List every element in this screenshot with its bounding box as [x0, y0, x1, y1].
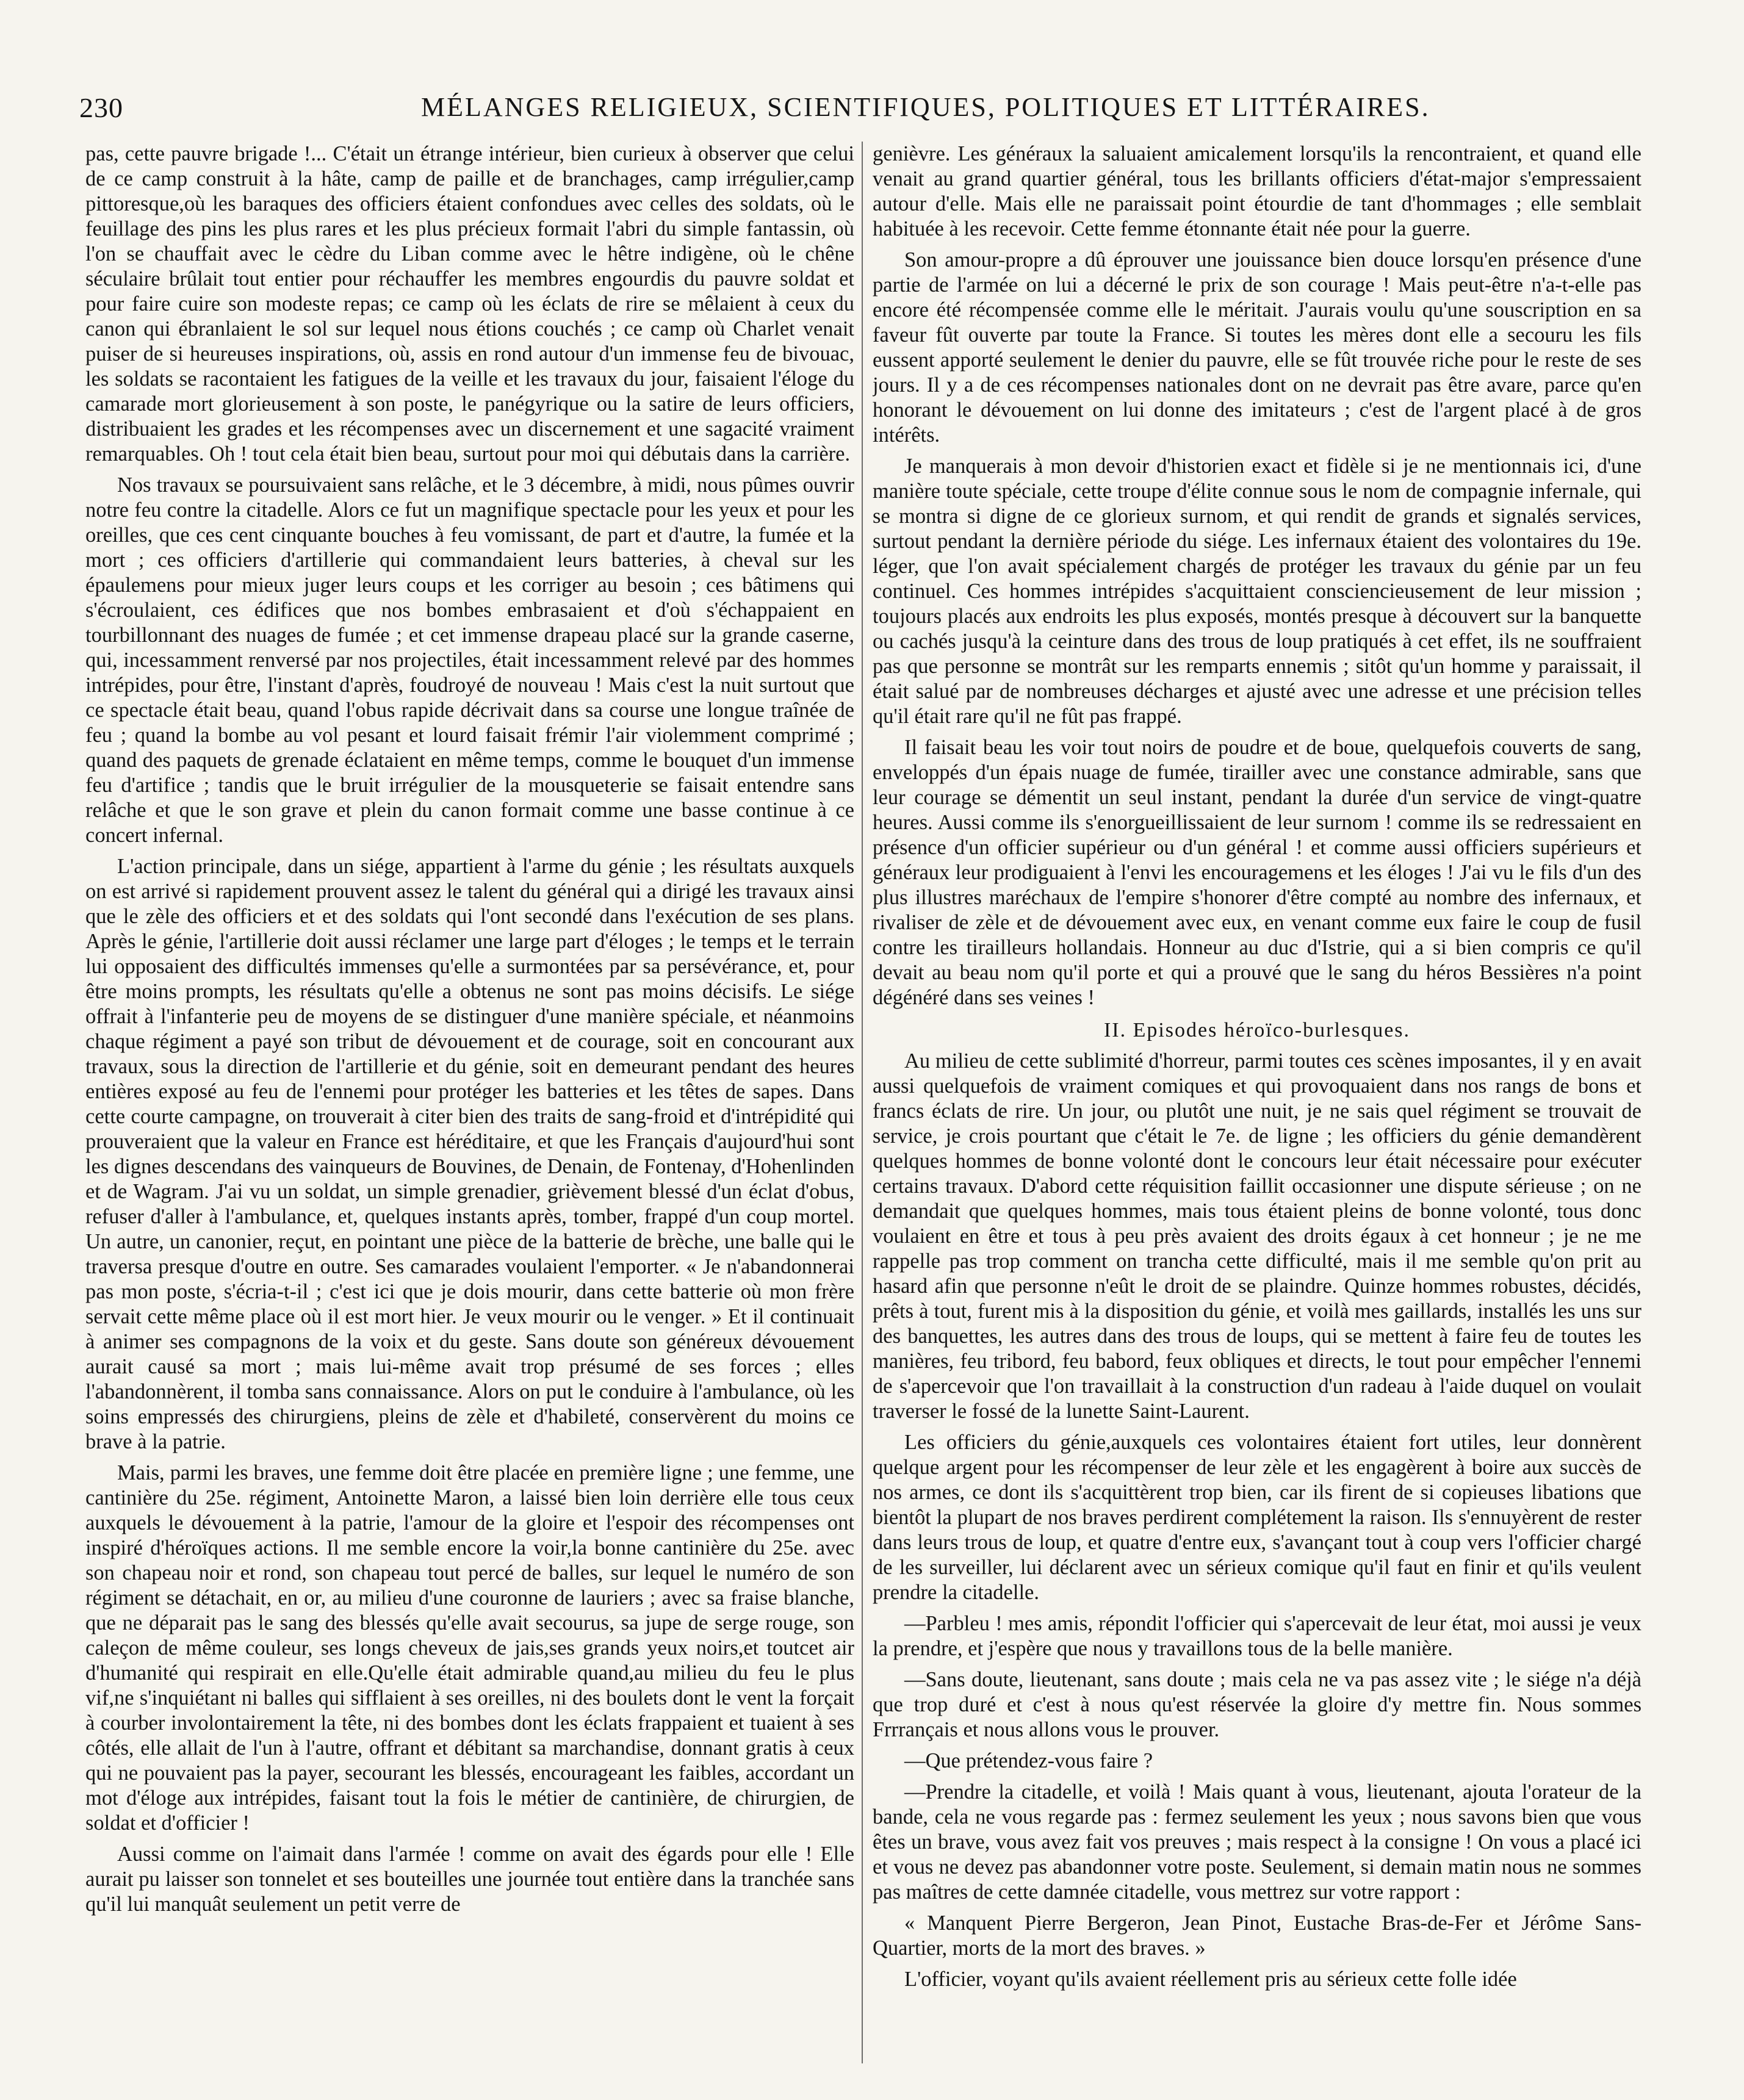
paragraph: Les officiers du génie,auxquels ces volontaires étaient fort utiles, leur donnèrent quelque argent pour les récompenser de leur zèle et les engagèrent à boire aux succès de nos armes, ce dont ils s'acquittèrent trop bien, car ils firent de si copieuses libations que bientôt la plupart de nos braves perdirent complétement la raison. Ils s'ennuyèrent de rester dans leurs trous de loup, et quatre d'entre eux, s'avançant tout à coup vers l'officier chargé de les surveiller, lui déclarent avec un sérieux comique qu'il faut en finir et qu'ils veulent prendre la citadelle. — [873, 1431, 1641, 1604]
paragraph: genièvre. Les généraux la saluaient amicalement lorsqu'ils la rencontraient, et quand elle venait au grand quartier général, tous les brillants officiers d'état-major s'empressaient autour d'elle. Mais elle ne paraissait point étourdie de tant d'hommages ; elle semblait habituée à les recevoir. Cette femme étonnante était née pour la guerre. — [873, 142, 1641, 240]
left-column — [85, 142, 854, 2088]
paragraph: « Manquent Pierre Bergeron, Jean Pinot, Eustache Bras-de-Fer et Jérôme Sans-Quartier, morts de la mort des braves. » — [873, 1911, 1641, 1960]
paragraph: Son amour-propre a dû éprouver une jouissance bien douce lorsqu'en présence d'une partie de l'armée on lui a décerné le prix de son courage ! Mais peut-être n'a-t-elle pas encore été récompensée comme elle le méritait. J'aurais voulu qu'une souscription en sa faveur fût ouverte par toute la France. Si toutes les mères dont elle a secouru les fils eussent apporté seulement le denier du pauvre, elle se fût trouvée riche pour le reste de ses jours. Il y a de ces récompenses nationales dont on ne devrait pas être avare, parce qu'en honorant le dévouement on lui donne des imitateurs ; c'est de l'argent placé à de gros intérêts. — [873, 248, 1641, 447]
paragraph: pas, cette pauvre brigade !... C'était un étrange intérieur, bien curieux à observer que celui de ce camp construit à la hâte, camp de paille et de branchages, camp irrégulier,camp pittoresque,où les baraques des officiers étaient confondues avec celles des soldats, où le feuillage des pins les plus rares et les plus précieux formait l'abri du simple fantassin, où l'on se chauffait avec le cèdre du Liban comme avec le hêtre indigène, où le chêne séculaire brûlait tout entier pour réchauffer les membres engourdis du pauvre soldat et pour faire cuire son modeste repas; ce camp où les éclats de rire se mêlaient à ceux du canon qui ébranlaient le sol sur lequel nous étions couchés ; ce camp où Charlet venait puiser de si heureuses inspirations, où, assis en rond autour d'un immense feu de bivouac, les soldats se racontaient les fatigues de la veille et les travaux du jour, faisaient l'éloge du camarade mort glorieusement à son poste, le panégyrique ou la satire de leurs officiers, distribuaient les grades et les récompenses avec un discernement et une sagacité vraiment remarquables. Oh ! tout cela était bien beau, surtout pour moi qui débutais dans la carrière. — [85, 142, 854, 466]
paragraph: Au milieu de cette sublimité d'horreur, parmi toutes ces scènes imposantes, il y en avait aussi quelquefois de vraiment comiques et qui provoquaient dans nos rangs de bons et francs éclats de rire. Un jour, ou plutôt une nuit, je ne sais quel régiment se trouvait de service, je crois pourtant que c'était le 7e. de ligne ; les officiers du génie demandèrent quelques hommes de bonne volonté dont le concours leur était nécessaire pour exécuter certains travaux. D'abord cette réquisition faillit occasionner une dispute sérieuse ; on ne demandait que quelques hommes, mais tous étaient pleins de bonne volonté, tous donc voulaient en être et tous à peu près avaient des droits égaux à cet honneur ; je ne me rappelle pas trop comment on trancha cette difficulté, mais il me semble qu'on prit au hasard afin que personne n'eût le droit de se plaindre. Quinze hommes robustes, décidés, prêts à tout, furent mis à la disposition du génie, et voilà mes gaillards, installés les uns sur des banquettes, les autres dans des trous de loups, qui se mettent à faire feu de toutes les manières, feu tribord, feu babord, feux obliques et directs, le tout pour empêcher l'ennemi de s'apercevoir que l'on travaillait à la construction d'un radeau à l'aide duquel on voulait traverser le fossé de la lunette Saint-Laurent. — [873, 1049, 1641, 1423]
paragraph: —Prendre la citadelle, et voilà ! Mais quant à vous, lieutenant, ajouta l'orateur de la bande, cela ne vous regarde pas : fermez seulement les yeux ; nous savons bien que vous êtes un brave, vous avez fait vos preuves ; mais respect à la consigne ! On vous a placé ici et vous ne devez pas abandonner votre poste. Seulement, si demain matin nous ne sommes pas maîtres de cette damnée citadelle, vous mettrez sur votre rapport : — [873, 1780, 1641, 1904]
paragraph: Aussi comme on l'aimait dans l'armée ! comme on avait des égards pour elle ! Elle aurait pu laisser son tonnelet et ses bouteilles une journée tout entière dans la tranchée sans qu'il lui manquât seulement un petit verre de — [85, 1843, 854, 1916]
section-heading: II. Episodes héroïco-burlesques. — [1103, 1019, 1411, 1041]
right-column — [873, 142, 1641, 2088]
paragraph: L'officier, voyant qu'ils avaient réellement pris au sérieux cette folle idée — [904, 1968, 1517, 1991]
paragraph: Nos travaux se poursuivaient sans relâche, et le 3 décembre, à midi, nous pûmes ouvrir notre feu contre la citadelle. Alors ce fut un magnifique spectacle pour les yeux et pour les oreilles, que ces cent cinquante bouches à feu vomissant, de part et d'autre, la fumée et la mort ; ces officiers d'artillerie qui commandaient leurs batteries, à cheval sur les épaulemens pour mieux juger leurs coups et les corriger au besoin ; ces bâtimens qui s'écroulaient, ces édifices que nos bombes embrasaient et d'où s'échappaient en tourbillonnant des nuages de fumée ; et cet immense drapeau placé sur la grande caserne, qui, incessamment renversé par nos projectiles, était incessamment relevé par des hommes intrépides, pour être, l'instant d'après, foudroyé de nouveau ! Mais c'est la nuit surtout que ce spectacle était beau, quand l'obus rapide décrivait dans sa course une longue traînée de feu ; quand la bombe au vol pesant et lourd faisait frémir l'air violemment comprimé ; quand des paquets de grenade éclataient en même temps, comme le bouquet d'un immense feu d'artifice ; tandis que le bruit irrégulier de la mousqueterie se faisait entendre sans relâche et que le son grave et plein du canon formait comme une basse continue à ce concert infernal. — [85, 473, 854, 847]
paragraph: —Que prétendez-vous faire ? — [904, 1749, 1153, 1772]
page-number: 230 — [79, 92, 123, 123]
running-title: MÉLANGES RELIGIEUX, SCIENTIFIQUES, POLITIQUES ET LITTÉRAIRES. — [421, 92, 1430, 122]
paragraph: —Sans doute, lieutenant, sans doute ; mais cela ne va pas assez vite ; le siége n'a déjà que trop duré et c'est à nous qu'est réservée la gloire d'y mettre fin. Nous sommes Frrrançais et nous allons vous le prouver. — [873, 1668, 1641, 1741]
page-header — [79, 92, 1617, 134]
paragraph: Il faisait beau les voir tout noirs de poudre et de boue, quelquefois couverts de sang, enveloppés d'un épais nuage de fumée, tirailler avec une constance admirable, sans que leur courage se démentit un seul instant, pendant la durée d'un service de vingt-quatre heures. Aussi comme ils s'enorgueillissaient de leur surnom ! comme ils se redressaient en présence d'un officier supérieur ou d'un général ! et comme aussi officiers supérieurs et généraux leur prodiguaient à l'envi les encouragemens et les éloges ! J'ai vu le fils d'un des plus illustres maréchaux de l'empire s'honorer d'être compté au nombre des infernaux, et rivaliser de zèle et de dévouement avec eux, en venant comme eux faire le coup de fusil contre les tirailleurs hollandais. Honneur au duc d'Istrie, qui a si bien compris ce qu'il devait au beau nom qu'il porte et qui a prouvé que le sang du héros Bessières n'a point dégénéré dans ses veines ! — [873, 736, 1641, 1009]
paragraph: L'action principale, dans un siége, appartient à l'arme du génie ; les résultats auxquels on est arrivé si rapidement prouvent assez le talent du général qui a dirigé les travaux ainsi que le zèle des officiers et et des soldats qui l'ont secondé dans l'exécution de ses plans. Après le génie, l'artillerie doit aussi réclamer une large part d'éloges ; le temps et le terrain lui opposaient des difficultés immenses qu'elle a surmontées par sa persévérance, et, pour être moins prompts, les résultats qu'elle a obtenus ne sont pas moins décisifs. Le siége offrait à l'infanterie peu de moyens de se distinguer d'une manière spéciale, et néanmoins chaque régiment a payé son tribut de dévouement et de courage, soit en concourant aux travaux, sous la direction de l'artillerie et du génie, soit en demeurant pendant des heures entières exposé au feu de l'ennemi pour protéger les batteries et les têtes de sapes. Dans cette courte campagne, on trouverait à citer bien des traits de sang-froid et d'intrépidité qui prouveraient que la valeur en France est héréditaire, et que les Français d'aujourd'hui sont les dignes descendans des vainqueurs de Bouvines, de Denain, de Fontenay, d'Hohenlinden et de Wagram. J'ai vu un soldat, un simple grenadier, grièvement blessé d'un éclat d'obus, refuser d'aller à l'ambulance, et, quelques instants après, tomber, frappé d'un coup mortel. Un autre, un canonier, reçut, en pointant une pièce de la batterie de brèche, une balle qui le traversa presque d'outre en outre. Ses camarades voulaient l'emporter. « Je n'abandonnerai pas mon poste, s'écria-t-il ; c'est ici que je dois mourir, dans cette batterie où mon frère servait cette même place où il est mort hier. Je veux mourir ou le venger. » Et il continuait à animer ses compagnons de la voix et du geste. Sans doute son généreux dévouement aurait causé sa mort ; mais lui-même avait trop présumé de ses forces ; elles l'abandonnèrent, il tomba sans connaissance. Alors on put le conduire à l'ambulance, où les soins empressés des chirurgiens, pleins de zèle et d'habileté, conservèrent du moins ce brave à la patrie. — [85, 855, 854, 1453]
column-divider — [862, 142, 863, 2063]
paragraph: Mais, parmi les braves, une femme doit être placée en première ligne ; une femme, une cantinière du 25e. régiment, Antoinette Maron, a laissé bien loin derrière elle tous ceux auxquels le dévouement à la patrie, l'amour de la gloire et l'espoir des récompenses ont inspiré d'héroïques actions. Il me semble encore la voir,la bonne cantinière du 25e. avec son chapeau noir et rond, son chapeau tout percé de balles, sur lequel le numéro de son régiment se détachait, en or, au milieu d'une couronne de lauriers ; avec sa fraise blanche, que ne déparait pas le sang des blessés qu'elle avait secourus, sa jupe de serge rouge, son caleçon de même couleur, ses longs cheveux de jais,ses grands yeux noirs,et toutcet air d'humanité qui respirait en elle.Qu'elle était admirable quand,au milieu du feu le plus vif,ne s'inquiétant ni balles qui sifflaient à ses oreilles, ni des boulets dont le vent la forçait à courber involontairement la tête, ni des bombes dont les éclats frappaient et tuaient à ses côtés, elle allait de l'un à l'autre, offrant et débitant sa marchandise, donnant gratis à ceux qui ne pouvaient pas la payer, secourant les blessés, encourageant les faibles, accordant un mot d'éloge aux intrépides, faisant tout la fois le métier de cantinière, de chirurgien, de soldat et d'officier ! — [85, 1461, 854, 1835]
paragraph: Je manquerais à mon devoir d'historien exact et fidèle si je ne mentionnais ici, d'une manière toute spéciale, cette troupe d'élite connue sous le nom de compagnie infernale, qui se montra si digne de ce glorieux surnom, et qui rendit de grands et signalés services, surtout pendant la dernière période du siége. Les infernaux étaient des volontaires du 19e. léger, que l'on avait spécialement chargés de protéger les travaux du génie par un feu continuel. Ces hommes intrépides s'acquittaient consciencieusement de leur mission ; toujours placés aux endroits les plus exposés, montés presque à découvert sur la banquette ou cachés jusqu'à la ceinture dans des trous de loup pratiqués à cet effet, ils ne souffraient pas que personne se montrât sur les remparts ennemis ; sitôt qu'un homme y paraissait, il était salué par de nombreuses décharges et ajusté avec une adresse et une précision telles qu'il était rare qu'il ne fût pas frappé. — [873, 455, 1641, 728]
paragraph: —Parbleu ! mes amis, répondit l'officier qui s'apercevait de leur état, moi aussi je veux la prendre, et j'espère que nous y travaillons tous de la belle manière. — [873, 1612, 1641, 1660]
